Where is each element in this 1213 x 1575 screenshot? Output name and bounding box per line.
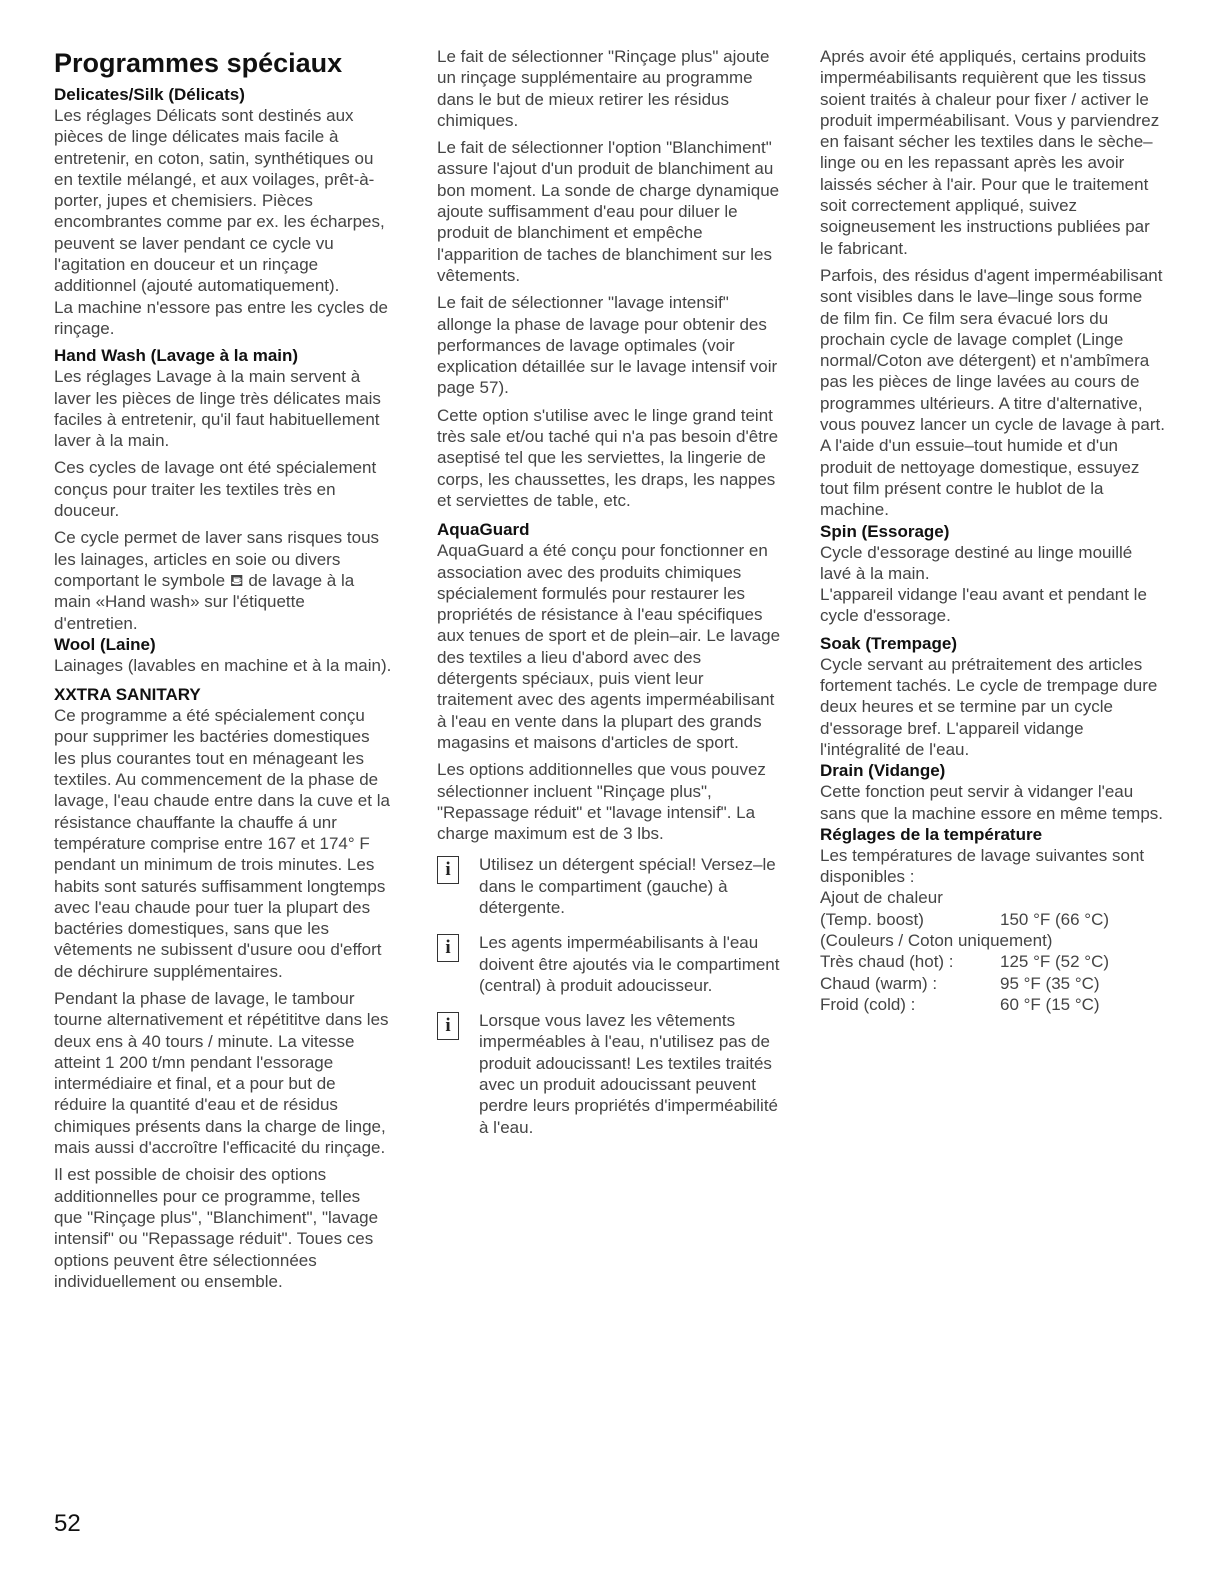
xxtra-paragraph-3: Il est possible de choisir des options additionnelles pour ce programme, telles que "Rinçage plus", "Blanchiment", "lavage intensif" ou "Repassage réduit". Toues ces options peuvent être sélectionnées individuellement ou ensemble.	[54, 1165, 379, 1291]
wool-paragraph-1: Lainages (lavables en machine et à la main).	[54, 655, 392, 675]
temperature-value: 60 °F (15 °C)	[1000, 994, 1100, 1014]
column-middle	[437, 46, 782, 1152]
spin-paragraph-1: Cycle d'essorage destiné au linge mouillé lavé à la main.	[820, 542, 1133, 583]
delicates-paragraph-1: Les réglages Délicats sont destinés aux pièces de linge délicates mais facile à entretenir, en coton, satin, synthétiques ou en textile mélangé, et aux voilages, prêt-à-porter, jupes et chemisiers. Pièces encombrantes comme par ex. les écharpes, peuvent se laver pendant ce cycle vu l'agitation en douceur et un rinçage additionnel (ajouté automatiquement).	[54, 106, 385, 296]
linge-grand-teint-paragraph: Cette option s'utilise avec le linge grand teint très sale et/ou taché qui n'a pas besoin d'être aseptisé tel que les serviettes, la lingerie de corps, les chaussettes, les draps, les nappes et serviettes de table, etc.	[437, 405, 779, 510]
aquaguard-paragraph-1: AquaGuard a été conçu pour fonctionner en association avec des produits chimiques spécialement formulés pour restaurer les propriétés de résistance à l'eau spécifiques aux tenues de sport et de plein–air. Le lavage des textiles a lieu d'abord avec des détergents spéciaux, puis vient leur traitement avec des agents imperméabilisant à l'eau en vente dans la plupart des grands magasins et maisons d'articles de sport.	[437, 541, 781, 752]
page-number: 52	[54, 1510, 81, 1537]
soak-heading: Soak (Trempage)	[820, 633, 957, 653]
delicates-paragraph-2: La machine n'essore pas entre les cycles de rinçage.	[54, 297, 388, 338]
xxtra-paragraph-2: Pendant la phase de lavage, le tambour tourne alternativement et répétititve dans les deux ens à 40 tours / minute. La vitesse atteint 1 200 t/mn pendant l'essorage intermédiaire et final, et a pour but de réduire la quantité d'eau et de résidus chimiques présents dans la charge de linge, mais aussi d'accroître l'efficacité du rinçage.	[54, 988, 389, 1158]
info-note-1	[437, 854, 782, 918]
temperature-value: 125 °F (52 °C)	[1000, 952, 1110, 972]
spin-paragraph-2: L'appareil vidange l'eau avant et pendant le cycle d'essorage.	[820, 585, 1147, 626]
aquaguard-heading: AquaGuard	[437, 520, 530, 540]
info-note-3	[437, 1010, 782, 1138]
wool-heading: Wool (Laine)	[54, 634, 156, 654]
temperature-label: (Couleurs / Coton uniquement)	[820, 930, 1053, 950]
temperature-label: Chaud (warm) :	[820, 973, 938, 993]
blanchiment-paragraph: Le fait de sélectionner l'option "Blanchiment" assure l'ajout d'un produit de blanchiment au bon moment. La sonde de charge dynamique ajoute suffisamment d'eau pour diluer le produit de blanchiment et empêche l'apparition de taches de blanchiment sur les vêtements.	[437, 138, 780, 285]
handwash-heading: Hand Wash (Lavage à la main)	[54, 346, 299, 366]
soak-paragraph-1: Cycle servant au prétraitement des articles fortement tachés. Le cycle de trempage dure deux heures et se termine par un cycle d'essorage bref. L'appareil vidange l'intégralité de l'eau.	[820, 654, 1158, 759]
info-icon: i	[437, 1012, 459, 1040]
page-title: Programmes spéciaux	[54, 48, 343, 78]
rincage-plus-paragraph: Le fait de sélectionner "Rinçage plus" ajoute un rinçage supplémentaire au programme dans le but de mieux retirer les résidus chimiques.	[437, 47, 770, 130]
temperature-heading: Réglages de la température	[820, 824, 1043, 844]
info-note-2	[437, 932, 782, 996]
info-note-3-text: Lorsque vous lavez les vêtements imperméables à l'eau, n'utilisez pas de produit adoucissant! Les textiles traités avec un produit adoucissant peuvent perdre leurs propriétés d'imperméabilité à l'eau.	[479, 1011, 778, 1137]
temperature-label: Ajout de chaleur	[820, 888, 943, 908]
temperature-value	[1052, 930, 1165, 951]
temperature-row	[820, 973, 1165, 994]
column-right	[820, 46, 1165, 1015]
temperature-label: Froid (cold) :	[820, 994, 916, 1014]
temperature-row	[820, 951, 1165, 972]
temperature-label: (Temp. boost)	[820, 909, 924, 929]
temperature-paragraph: Les températures de lavage suivantes sont disponibles :	[820, 845, 1145, 887]
temperature-value	[1000, 887, 1165, 908]
drain-heading: Drain (Vidange)	[820, 761, 946, 781]
temperature-value: 95 °F (35 °C)	[1000, 973, 1100, 993]
column-left	[54, 46, 392, 1298]
xxtra-paragraph-1: Ce programme a été spécialement conçu pour supprimer les bactéries domestiques les plus courantes tout en ménageant les textiles. Au commencement de la phase de lavage, l'eau chaude entre dans la cuve et la résistance chauffante la chauffe á unr température comprise entre 167 et 174° F pendant un minimum de trois minutes. Les habits sont saturés suffisamment longtemps avec l'eau chaude pour tuer la plupart des bactéries domestiques, sans que les vêtements ne subissent d'usure oou d'effort de déchirure supplémentaires.	[54, 706, 390, 981]
temperature-row	[820, 994, 1165, 1015]
temperature-table	[820, 887, 1165, 1015]
info-icon: i	[437, 856, 459, 884]
spin-heading: Spin (Essorage)	[820, 521, 950, 541]
temperature-row	[820, 887, 1165, 908]
delicates-heading: Delicates/Silk (Délicats)	[54, 85, 245, 104]
aquaguard-paragraph-2: Les options additionnelles que vous pouvez sélectionner incluent "Rinçage plus", "Repassage réduit" et "lavage intensif". La charge maximum est de 3 lbs.	[437, 760, 766, 844]
temperature-row	[820, 909, 1165, 930]
drain-paragraph-1: Cette fonction peut servir à vidanger l'eau sans que la machine essore en même temps.	[820, 782, 1164, 823]
heat-treatment-paragraph: Aprés avoir été appliqués, certains produits imperméabilisants requièrent que les tissus soient traités à chaleur pour fixer / activer le produit imperméabilisant. Vous y parviendrez en faisant sécher les textiles dans le sèche–linge ou en les repassant après les avoir laissés sécher à l'air. Pour que le traitement soit correctement appliqué, suivez soigneusement les instructions publiées par le fabricant.	[820, 47, 1160, 258]
xxtra-sanitary-heading: XXTRA SANITARY	[54, 685, 201, 705]
residue-paragraph: Parfois, des résidus d'agent imperméabilisant sont visibles dans le lave–linge sous forme de film fin. Ce film sera évacué lors du prochain cycle de lavage complet (Linge normal/Coton ave détergent) et n'ambîmera pas les pièces de linge lavées au cours de programmes ultérieurs. A titre d'alternative, vous pouvez lancer un cycle de lavage à part. A l'aide d'un essuie–tout humide et d'un produit de nettoyage domestique, essuyez tout film présent contre le hublot de la machine.	[820, 265, 1165, 520]
handwash-paragraph-2: Ces cycles de lavage ont été spécialement conçus pour traiter les textiles très en douceur.	[54, 458, 377, 521]
handwash-paragraph-1: Les réglages Lavage à la main servent à laver les pièces de linge très délicates mais faciles à entretenir, qu'il faut habituellement laver à la main.	[54, 367, 381, 451]
info-note-2-text: Les agents imperméabilisants à l'eau doivent être ajoutés via le compartiment (central) à produit adoucisseur.	[479, 933, 780, 995]
temperature-label: Très chaud (hot) :	[820, 952, 954, 972]
info-note-1-text: Utilisez un détergent spécial! Versez–le dans le compartiment (gauche) à détergente.	[479, 855, 776, 917]
temperature-row	[820, 930, 1165, 951]
handwash-paragraph-3: Ce cycle permet de laver sans risques tous les lainages, articles en soie ou divers comportant le symbole ⛾ de lavage à la main «Hand wash» sur l'étiquette d'entretien.	[54, 528, 380, 633]
temperature-value: 150 °F (66 °C)	[1000, 909, 1110, 929]
lavage-intensif-paragraph: Le fait de sélectionner "lavage intensif" allonge la phase de lavage pour obtenir des performances de lavage optimales (voir explication détaillée sur le lavage intensif voir page 57).	[437, 293, 778, 398]
info-icon: i	[437, 934, 459, 962]
